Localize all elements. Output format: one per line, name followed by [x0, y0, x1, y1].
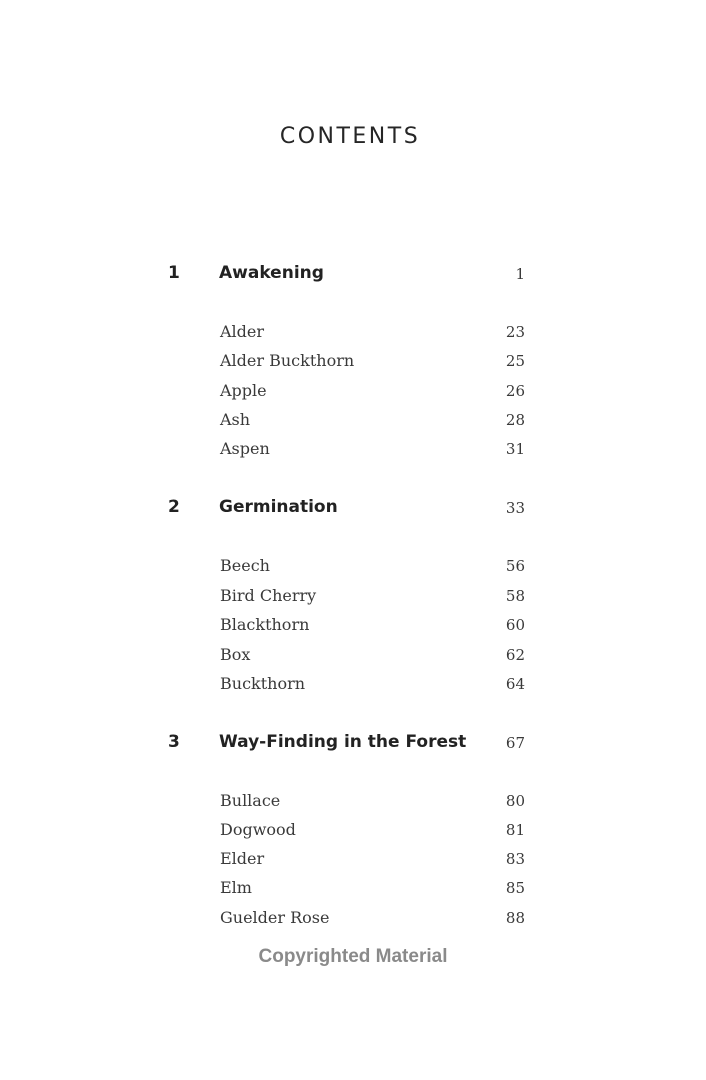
toc-entry[interactable]: Beech — [220, 556, 270, 575]
toc-entry[interactable]: Apple — [220, 381, 267, 400]
toc-entry[interactable]: Alder Buckthorn — [220, 351, 355, 370]
chapter-page: 33 — [505, 499, 525, 517]
toc-entry[interactable]: Elm — [220, 878, 252, 897]
toc-entry[interactable]: Bullace — [220, 791, 281, 810]
toc-entry[interactable]: Bird Cherry — [220, 586, 317, 605]
chapter-page: 1 — [515, 265, 525, 283]
toc-entry-page: 28 — [505, 411, 525, 429]
toc-entry-page: 62 — [505, 646, 525, 664]
contents-heading: CONTENTS — [279, 124, 421, 149]
toc-entry-page: 80 — [505, 792, 525, 810]
toc-entry-page: 58 — [505, 587, 525, 605]
copyright-watermark: Copyrighted Material — [258, 946, 448, 967]
toc-entry-page: 83 — [505, 850, 525, 868]
chapter-title[interactable]: Way-Finding in the Forest — [219, 732, 467, 752]
toc-entry-page: 85 — [505, 879, 525, 897]
toc-entry[interactable]: Guelder Rose — [220, 908, 330, 927]
toc-entry-page: 88 — [505, 909, 525, 927]
toc-entry[interactable]: Alder — [220, 322, 265, 341]
toc-entry-page: 60 — [505, 616, 525, 634]
toc-entry[interactable]: Aspen — [220, 439, 270, 458]
toc-entry[interactable]: Blackthorn — [220, 615, 310, 634]
chapter-page: 67 — [505, 734, 525, 752]
toc-entry[interactable]: Box — [220, 645, 251, 664]
chapter-number: 1 — [168, 263, 180, 283]
toc-entry-page: 31 — [505, 440, 525, 458]
chapter-title[interactable]: Awakening — [219, 263, 324, 283]
toc-entry-page: 23 — [505, 323, 525, 341]
chapter-number: 2 — [168, 497, 180, 517]
toc-entry-page: 25 — [505, 352, 525, 370]
toc-entry[interactable]: Ash — [220, 410, 251, 429]
toc-entry-page: 26 — [505, 382, 525, 400]
toc-entry[interactable]: Elder — [220, 849, 265, 868]
toc-entry[interactable]: Dogwood — [220, 820, 296, 839]
chapter-title[interactable]: Germination — [219, 497, 338, 517]
toc-entry[interactable]: Buckthorn — [220, 674, 306, 693]
toc-entry-page: 56 — [505, 557, 525, 575]
toc-entry-page: 64 — [505, 675, 525, 693]
toc-entry-page: 81 — [505, 821, 525, 839]
chapter-number: 3 — [168, 732, 180, 752]
